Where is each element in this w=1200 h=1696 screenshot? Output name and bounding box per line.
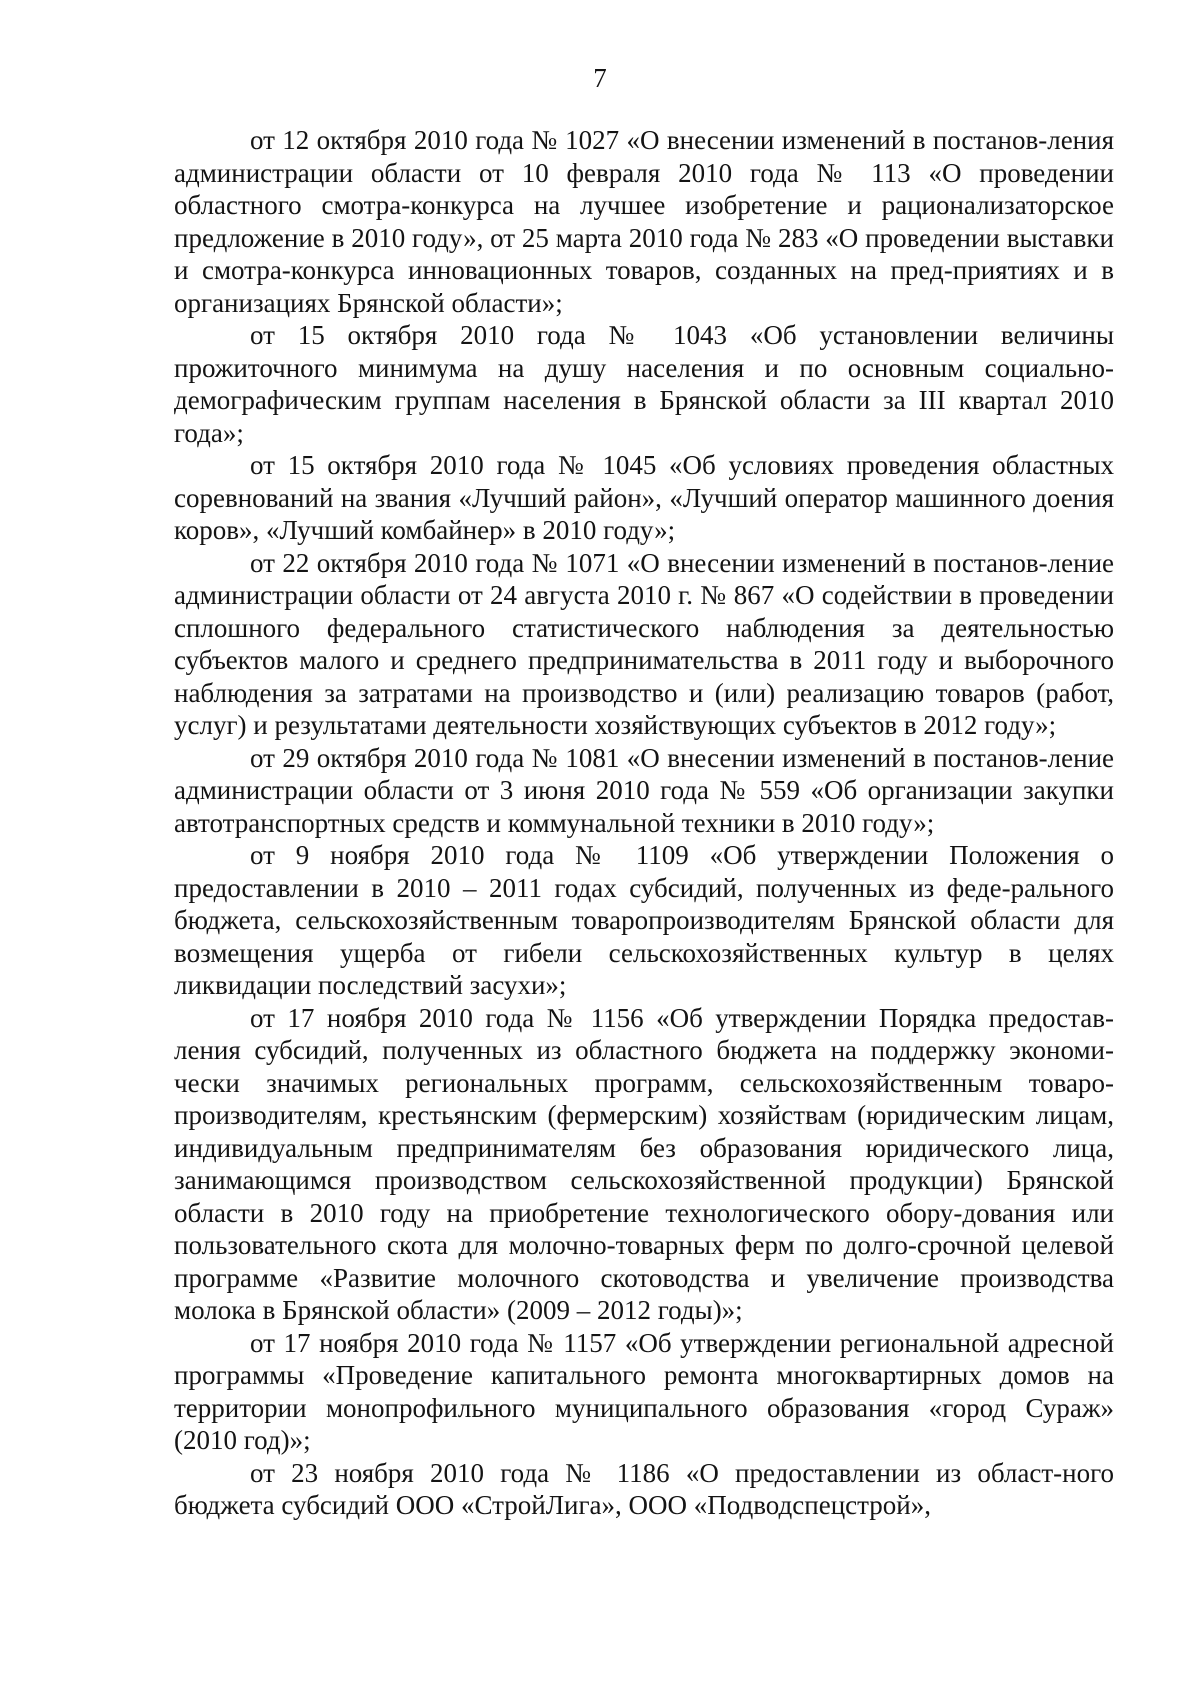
paragraph-decree-1071: от 22 октября 2010 года № 1071 «О внесении изменений в постанов-ление администрации области от 24 августа 2010 г. № 867 «О содействии в проведении сплошного федерального статистического наблюдения за деятельностью субъектов малого и среднего предпринимательства в 2011 году и выборочного наблюдения за затратами на производство и (или) реализацию товаров (работ, услуг) и результатами деятельности хозяйствующих субъектов в 2012 году»; (174, 547, 1114, 740)
document-body (174, 124, 1114, 1522)
paragraph-decree-1045: от 15 октября 2010 года № 1045 «Об условиях проведения областных соревнований на звания «Лучший район», «Лучший оператор машинного доения коров», «Лучший комбайнер» в 2010 году»; (174, 450, 1114, 545)
paragraph-decree-1186: от 23 ноября 2010 года № 1186 «О предоставлении из област-ного бюджета субсидий ООО «СтройЛига», ООО «Подводспецстрой», (174, 1457, 1114, 1520)
page-number: 7 (593, 63, 607, 93)
paragraph-decree-1109: от 9 ноября 2010 года № 1109 «Об утверждении Положения о предоставлении в 2010 – 2011 годах субсидий, полученных из феде-рального бюджета, сельскохозяйственным товаропроизводителям Брянской области для возмещения ущерба от гибели сельскохозяйственных культур в целях ликвидации последствий засухи»; (174, 840, 1114, 1000)
paragraph-decree-1081: от 29 октября 2010 года № 1081 «О внесении изменений в постанов-ление администрации области от 3 июня 2010 года № 559 «Об организации закупки автотранспортных средств и коммунальной техники в 2010 году»; (174, 742, 1114, 838)
paragraph-decree-1156: от 17 ноября 2010 года № 1156 «Об утверждении Порядка предостав-ления субсидий, полученных из областного бюджета на поддержку экономи-чески значимых региональных программ, сельскохозяйственным товаро-производителям, крестьянским (фермерским) хозяйствам (юридическим лицам, индивидуальным предпринимателям без образования юридического лица, занимающимся производством сельскохозяйственной продукции) Брянской области в 2010 году на приобретение технологического обору-дования или пользовательного скота для молочно-товарных ферм по долго-срочной целевой программе «Развитие молочного скотоводства и увеличение производства молока в Брянской области» (2009 – 2012 годы)»; (174, 1002, 1114, 1325)
paragraph-decree-1043: от 15 октября 2010 года № 1043 «Об установлении величины прожиточного минимума на душу населения и по основным социально-демографическим группам населения в Брянской области за III квартал 2010 года»; (174, 320, 1114, 448)
paragraph-decree-1157: от 17 ноября 2010 года № 1157 «Об утверждении региональной адресной программы «Проведение капитального ремонта многоквартирных домов на территории монопрофильного муниципального образования «город Сураж» (2010 год)»; (174, 1327, 1114, 1455)
paragraph-decree-1027: от 12 октября 2010 года № 1027 «О внесении изменений в постанов-ления администрации области от 10 февраля 2010 года № 113 «О проведении областного смотра-конкурса на лучшее изобретение и рационализаторское предложение в 2010 году», от 25 марта 2010 года № 283 «О проведении выставки и смотра-конкурса инновационных товаров, созданных на пред-приятиях и в организациях Брянской области»; (174, 125, 1114, 318)
